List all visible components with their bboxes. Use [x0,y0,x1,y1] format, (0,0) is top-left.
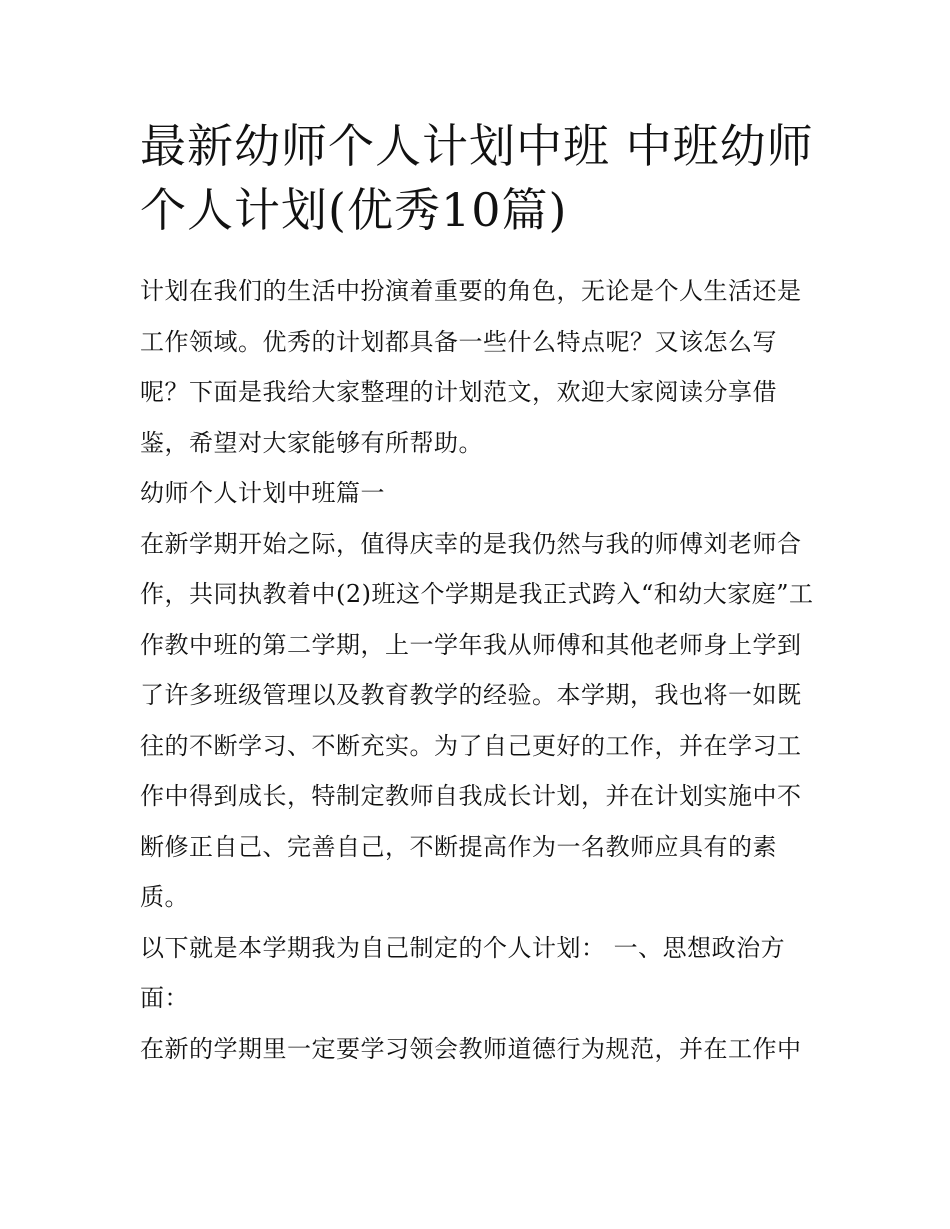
body-paragraph: 在新的学期里一定要学习领会教师道德行为规范，并在工作中 [140,1034,802,1063]
document-title: 最新幼师个人计划中班 中班幼师个人计划(优秀10篇) [140,119,814,237]
body-paragraph: 在新学期开始之际，值得庆幸的是我仍然与我的师傅刘老师合作，共同执教着中(2)班这个学期是我正式跨入“和幼大家庭”工作教中班的第二学期，上一学年我从师傅和其他老师身上学到了许多班级管理以及教育教学的经验。本学期，我也将一如既往的不断学习、不断充实。为了自己更好的工作，并在学习工作中得到成长，特制定教师自我成长计划，并在计划实施中不断修正自己、完善自己，不断提高作为一名教师应具有的素质。 [140,529,814,911]
document-page [140,114,820,1074]
section-heading: 幼师个人计划中班篇一 [140,479,385,507]
intro-paragraph: 计划在我们的生活中扮演着重要的角色，无论是个人生活还是工作领域。优秀的计划都具备一些什么特点呢？又该怎么写呢？下面是我给大家整理的计划范文，欢迎大家阅读分享借鉴，希望对大家能够有所帮助。 [140,277,802,457]
body-paragraph: 以下就是本学期我为自己制定的个人计划： 一、思想政治方面： [140,933,786,1012]
